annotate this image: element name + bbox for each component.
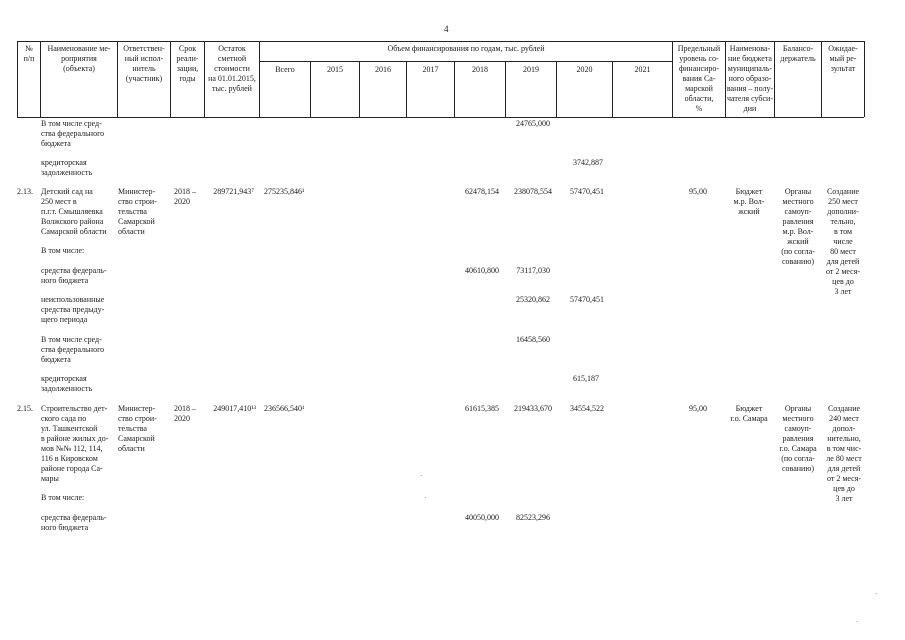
balance-holder: Органы местного самоуп- равления м.р. Вол- жский (по согла- сованию) [781,187,815,266]
header-name: Наименование ме- роприятия (объекта) [47,44,111,73]
expected-result: Создание 240 мест допол- нительно, в том чис- ле 80 мест для детей от 2 меся- цев до 3 лет [826,404,862,503]
row-label: В том числе сред- ства федерального бюджета [41,335,105,364]
row-label: кредиторская задолженность [41,374,93,393]
header-rest: Остаток сметной стоимости на 01.01.2015, тыс. рублей [208,44,256,93]
cell-2019: 73117,030 [516,266,550,275]
cell-2018: 40610,800 [465,266,499,275]
row-label: В том числе: [41,493,85,502]
cell-2018: 61615,385 [465,404,499,413]
cell-2019: 25320,862 [516,295,550,304]
row-number: 2.15. [17,404,33,413]
page-number: 4 [444,24,449,34]
rest-cost: 249017,410¹³ [213,404,256,413]
expected-result: Создание 250 мест дополни- тельно, в том числе 80 мест для детей от 2 меся- цев до 3 лет [825,187,861,296]
term: 2018 – 2020 [174,404,196,423]
responsible: Министер- ство строи- тельства Самарской области [118,187,157,236]
header-volume: Объем финансирования по годам, тыс. рублей [387,44,545,53]
row-label: средства федераль- ного бюджета [41,513,107,532]
scan-speck: · [420,472,423,480]
header-2020: 2020 [576,65,593,74]
cell-2019: 24765,000 [516,119,550,128]
header-holder: Балансо- держатель [780,44,816,63]
balance-holder: Органы местного самоуп- равления г.о. Самара (по согла- сованию) [779,404,817,473]
row-label: средства федераль- ного бюджета [41,266,107,285]
cofinance-level: 95,00 [689,404,707,413]
header-total: Всего [275,65,295,74]
object-name: Строительство дет- ского сада по ул. Ташкентской в районе жилых до- мов №№ 112, 114, 116 в Кировском районе города Са- мары [41,404,109,483]
header-2015: 2015 [327,65,343,74]
cell-2019: 16458,560 [516,335,550,344]
cell-2019: 238078,554 [514,187,552,196]
row-label: В том числе: [41,246,85,255]
header-2019: 2019 [523,65,539,74]
row-label: В том числе сред- ства федерального бюджета [41,119,105,148]
cell-2019: 219433,670 [514,404,552,413]
header-2021: 2021 [634,65,651,74]
header-2016: 2016 [375,65,391,74]
cofinance-level: 95,00 [689,187,707,196]
rest-cost: 289721,943⁷ [213,187,254,196]
budget-name: Бюджет м.р. Вол- жский [733,187,765,216]
term: 2018 – 2020 [174,187,196,206]
cell-2018: 62478,154 [465,187,499,196]
budget-name: Бюджет г.о. Самара [730,404,768,423]
row-label: неиспользованные средства предыду- щего периода [41,295,105,324]
row-number: 2.13. [17,187,33,196]
cell-2020: 615,187 [573,374,599,383]
scan-speck: · [875,590,878,598]
header-num: № п/п [23,44,35,63]
cell-2020: 57470,451 [570,295,604,304]
header-2018: 2018 [472,65,488,74]
cell-2019: 82523,296 [516,513,550,522]
total: 236566,540¹ [264,404,305,413]
header-result: Ожидае- мый ре- зультат [828,44,858,73]
scan-speck: · [424,494,427,502]
header-2017: 2017 [422,65,439,74]
cell-2020: 3742,887 [573,158,603,167]
scan-speck: · [856,618,859,626]
object-name: Детский сад на 250 мест в п.г.т. Смышляевка Волжского района Самарской области [41,187,107,236]
total: 275235,846¹ [264,187,305,196]
header-budget: Наименова- ние бюджета муниципаль- ного образо- вания – полу- чателя субси- дии [726,44,774,113]
header-level: Предельный уровень со- финансиро- вания Са- марской области, % [677,44,721,113]
header-responsible: Ответствен- ный испол- нитель (участник) [123,44,165,83]
cell-2020: 57470,451 [570,187,604,196]
cell-2020: 34554,522 [570,404,604,413]
row-label: кредиторская задолженность [41,158,93,177]
header-term: Срок реали- зации, годы [176,44,199,83]
responsible: Министер- ство строи- тельства Самарской области [118,404,157,453]
cell-2018: 40050,000 [465,513,499,522]
